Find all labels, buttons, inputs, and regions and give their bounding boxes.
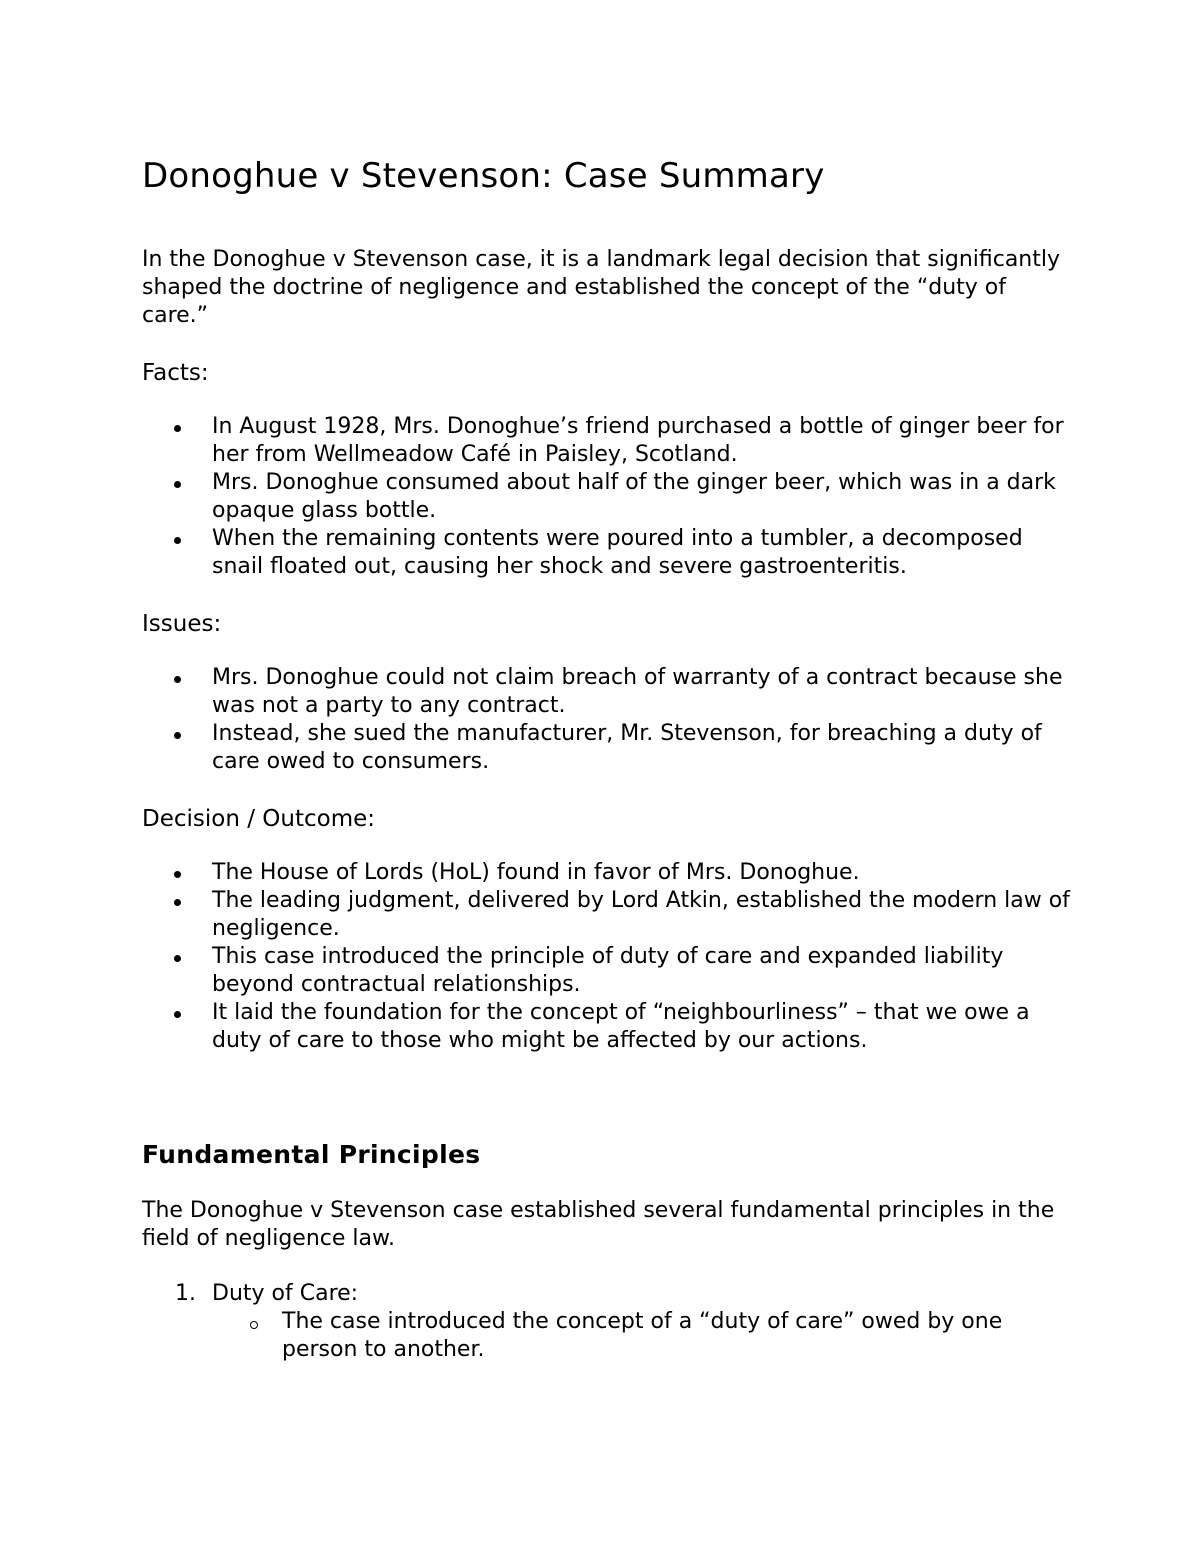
bullet-icon (174, 1011, 181, 1018)
principle-label: Duty of Care: (212, 1281, 359, 1306)
list-item: In August 1928, Mrs. Donoghue’s friend purchased a bottle of ginger beer for her from Wellmeadow Café in Paisley, Scotland. (142, 413, 1072, 469)
document-title: Donoghue v Stevenson: Case Summary (142, 156, 825, 196)
principles-heading: Fundamental Principles (142, 1140, 481, 1169)
principle-sublist (212, 1308, 1072, 1364)
decision-heading: Decision / Outcome: (142, 806, 376, 832)
principles-list (142, 1280, 1072, 1364)
bullet-icon (174, 732, 181, 739)
bullet-icon (174, 481, 181, 488)
bullet-icon (174, 425, 181, 432)
bullet-icon (174, 676, 181, 683)
sub-list-item: The case introduced the concept of a “duty of care” owed by one person to another. (212, 1308, 1072, 1364)
bullet-icon (174, 871, 181, 878)
document-page (142, 150, 1072, 1364)
issues-heading: Issues: (142, 611, 222, 637)
decision-list (142, 859, 1072, 1055)
list-item: Mrs. Donoghue could not claim breach of warranty of a contract because she was not a party to any contract. (142, 664, 1072, 720)
intro-paragraph: In the Donoghue v Stevenson case, it is a landmark legal decision that significantly shaped the doctrine of negligence and established the concept of the “duty of care.” (142, 247, 1061, 328)
list-number: 1. (175, 1281, 196, 1306)
list-item: Instead, she sued the manufacturer, Mr. Stevenson, for breaching a duty of care owed to consumers. (142, 720, 1072, 776)
list-item: The House of Lords (HoL) found in favor of Mrs. Donoghue. (142, 859, 1072, 887)
facts-list (142, 413, 1072, 581)
circle-bullet-icon (250, 1321, 258, 1329)
bullet-icon (174, 899, 181, 906)
list-item: When the remaining contents were poured into a tumbler, a decomposed snail floated out, causing her shock and severe gastroenteritis. (142, 525, 1072, 581)
list-item: Mrs. Donoghue consumed about half of the ginger beer, which was in a dark opaque glass bottle. (142, 469, 1072, 525)
list-item: It laid the foundation for the concept of “neighbourliness” – that we owe a duty of care to those who might be affected by our actions. (142, 999, 1072, 1055)
issues-list (142, 664, 1072, 776)
facts-heading: Facts: (142, 360, 209, 386)
list-item: The leading judgment, delivered by Lord Atkin, established the modern law of negligence. (142, 887, 1072, 943)
list-item: This case introduced the principle of duty of care and expanded liability beyond contractual relationships. (142, 943, 1072, 999)
list-item (142, 1280, 1072, 1364)
bullet-icon (174, 537, 181, 544)
bullet-icon (174, 955, 181, 962)
principles-intro: The Donoghue v Stevenson case established several fundamental principles in the field of negligence law. (142, 1198, 1055, 1251)
